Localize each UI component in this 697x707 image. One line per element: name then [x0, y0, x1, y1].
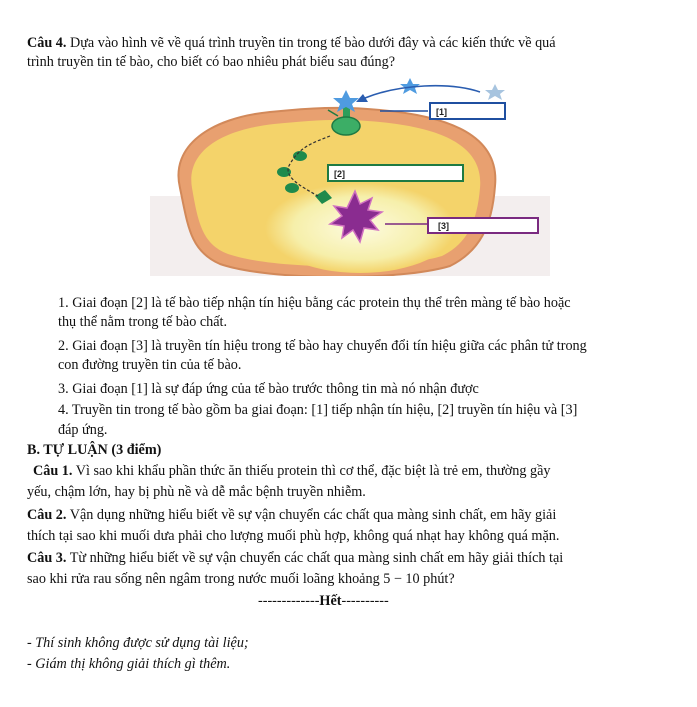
essay-2-line-1 [27, 506, 556, 525]
essay-3-line-1 [27, 549, 563, 568]
statement-4-line-1: 4. Truyền tin trong tế bào gồm ba giai đoạn: [1] tiếp nhận tín hiệu, [2] truyền tín hiệu và [3] [58, 402, 578, 418]
box-3-label: [3] [438, 221, 449, 231]
box-2-label: [2] [334, 169, 345, 179]
statement-4-line-2: đáp ứng. [58, 422, 108, 438]
end-dashes-right: ---------- [341, 593, 389, 609]
essay-1-label: Câu 1. [33, 463, 73, 479]
question-4-line-2: trình truyền tin tế bào, cho biết có bao nhiêu phát biểu sau đúng? [27, 54, 395, 70]
statement-3-line-1: 3. Giai đoạn [1] là sự đáp ứng của tế bào trước thông tin mà nó nhận được [58, 381, 479, 397]
section-b-title: B. TỰ LUẬN (3 điểm) [27, 442, 162, 458]
essay-2-label: Câu 2. [27, 507, 67, 523]
essay-3-line-2: sao khi rửa rau sống nên ngâm trong nước muối loãng khoảng 5 − 10 phút? [27, 571, 455, 587]
statement-2-line-1: 2. Giai đoạn [3] là truyền tín hiệu trong tế bào hay chuyển đổi tín hiệu giữa các phân tử trong [58, 338, 587, 354]
essay-1-line-1 [33, 462, 551, 481]
statement-1-line-2: thụ thể nằm trong tế bào chất. [58, 314, 228, 330]
essay-3-label: Câu 3. [27, 550, 67, 566]
end-marker [258, 592, 389, 611]
signal-arrow [365, 86, 480, 98]
essay-1-line-2: yếu, chậm lớn, hay bị phù nề và dễ mắc bệnh truyền nhiễm. [27, 484, 366, 500]
statement-2-line-2: con đường truyền tin của tế bào. [58, 357, 242, 373]
cell-signaling-figure [150, 76, 550, 276]
question-4-line-1 [27, 34, 556, 53]
note-1: - Thí sinh không được sử dụng tài liệu; [27, 635, 249, 651]
signal-star-faded [485, 84, 505, 100]
essay-2-text-1: Vận dụng những hiểu biết về sự vận chuyển các chất qua màng sinh chất, em hãy giải [69, 507, 557, 523]
relay-protein-2 [277, 167, 291, 177]
question-4-label: Câu 4. [27, 35, 67, 51]
relay-protein-3 [285, 183, 299, 193]
essay-3-text-1: Từ những hiểu biết về sự vận chuyển các chất qua màng sinh chất em hãy giải thích tại [69, 550, 564, 566]
receptor-base [332, 117, 360, 135]
end-word: Hết [319, 593, 342, 609]
essay-2-line-2: thích tại sao khi muối dưa phải cho lượng muối phù hợp, không quá nhạt hay không quá mặn. [27, 528, 560, 544]
end-dashes-left: ------------- [258, 593, 320, 609]
statement-1-line-1: 1. Giai đoạn [2] là tế bào tiếp nhận tín hiệu bằng các protein thụ thể trên màng tế bào hoặc [58, 295, 571, 311]
question-4-text-1: Dựa vào hình vẽ về quá trình truyền tin trong tế bào dưới đây và các kiến thức về quá [69, 35, 556, 51]
box-1-label: [1] [436, 107, 447, 117]
essay-1-text-1: Vì sao khi khẩu phần thức ăn thiếu protein thì cơ thể, đặc biệt là trẻ em, thường gầy [75, 463, 551, 479]
note-2: - Giám thị không giải thích gì thêm. [27, 656, 231, 672]
box-2 [328, 165, 463, 181]
